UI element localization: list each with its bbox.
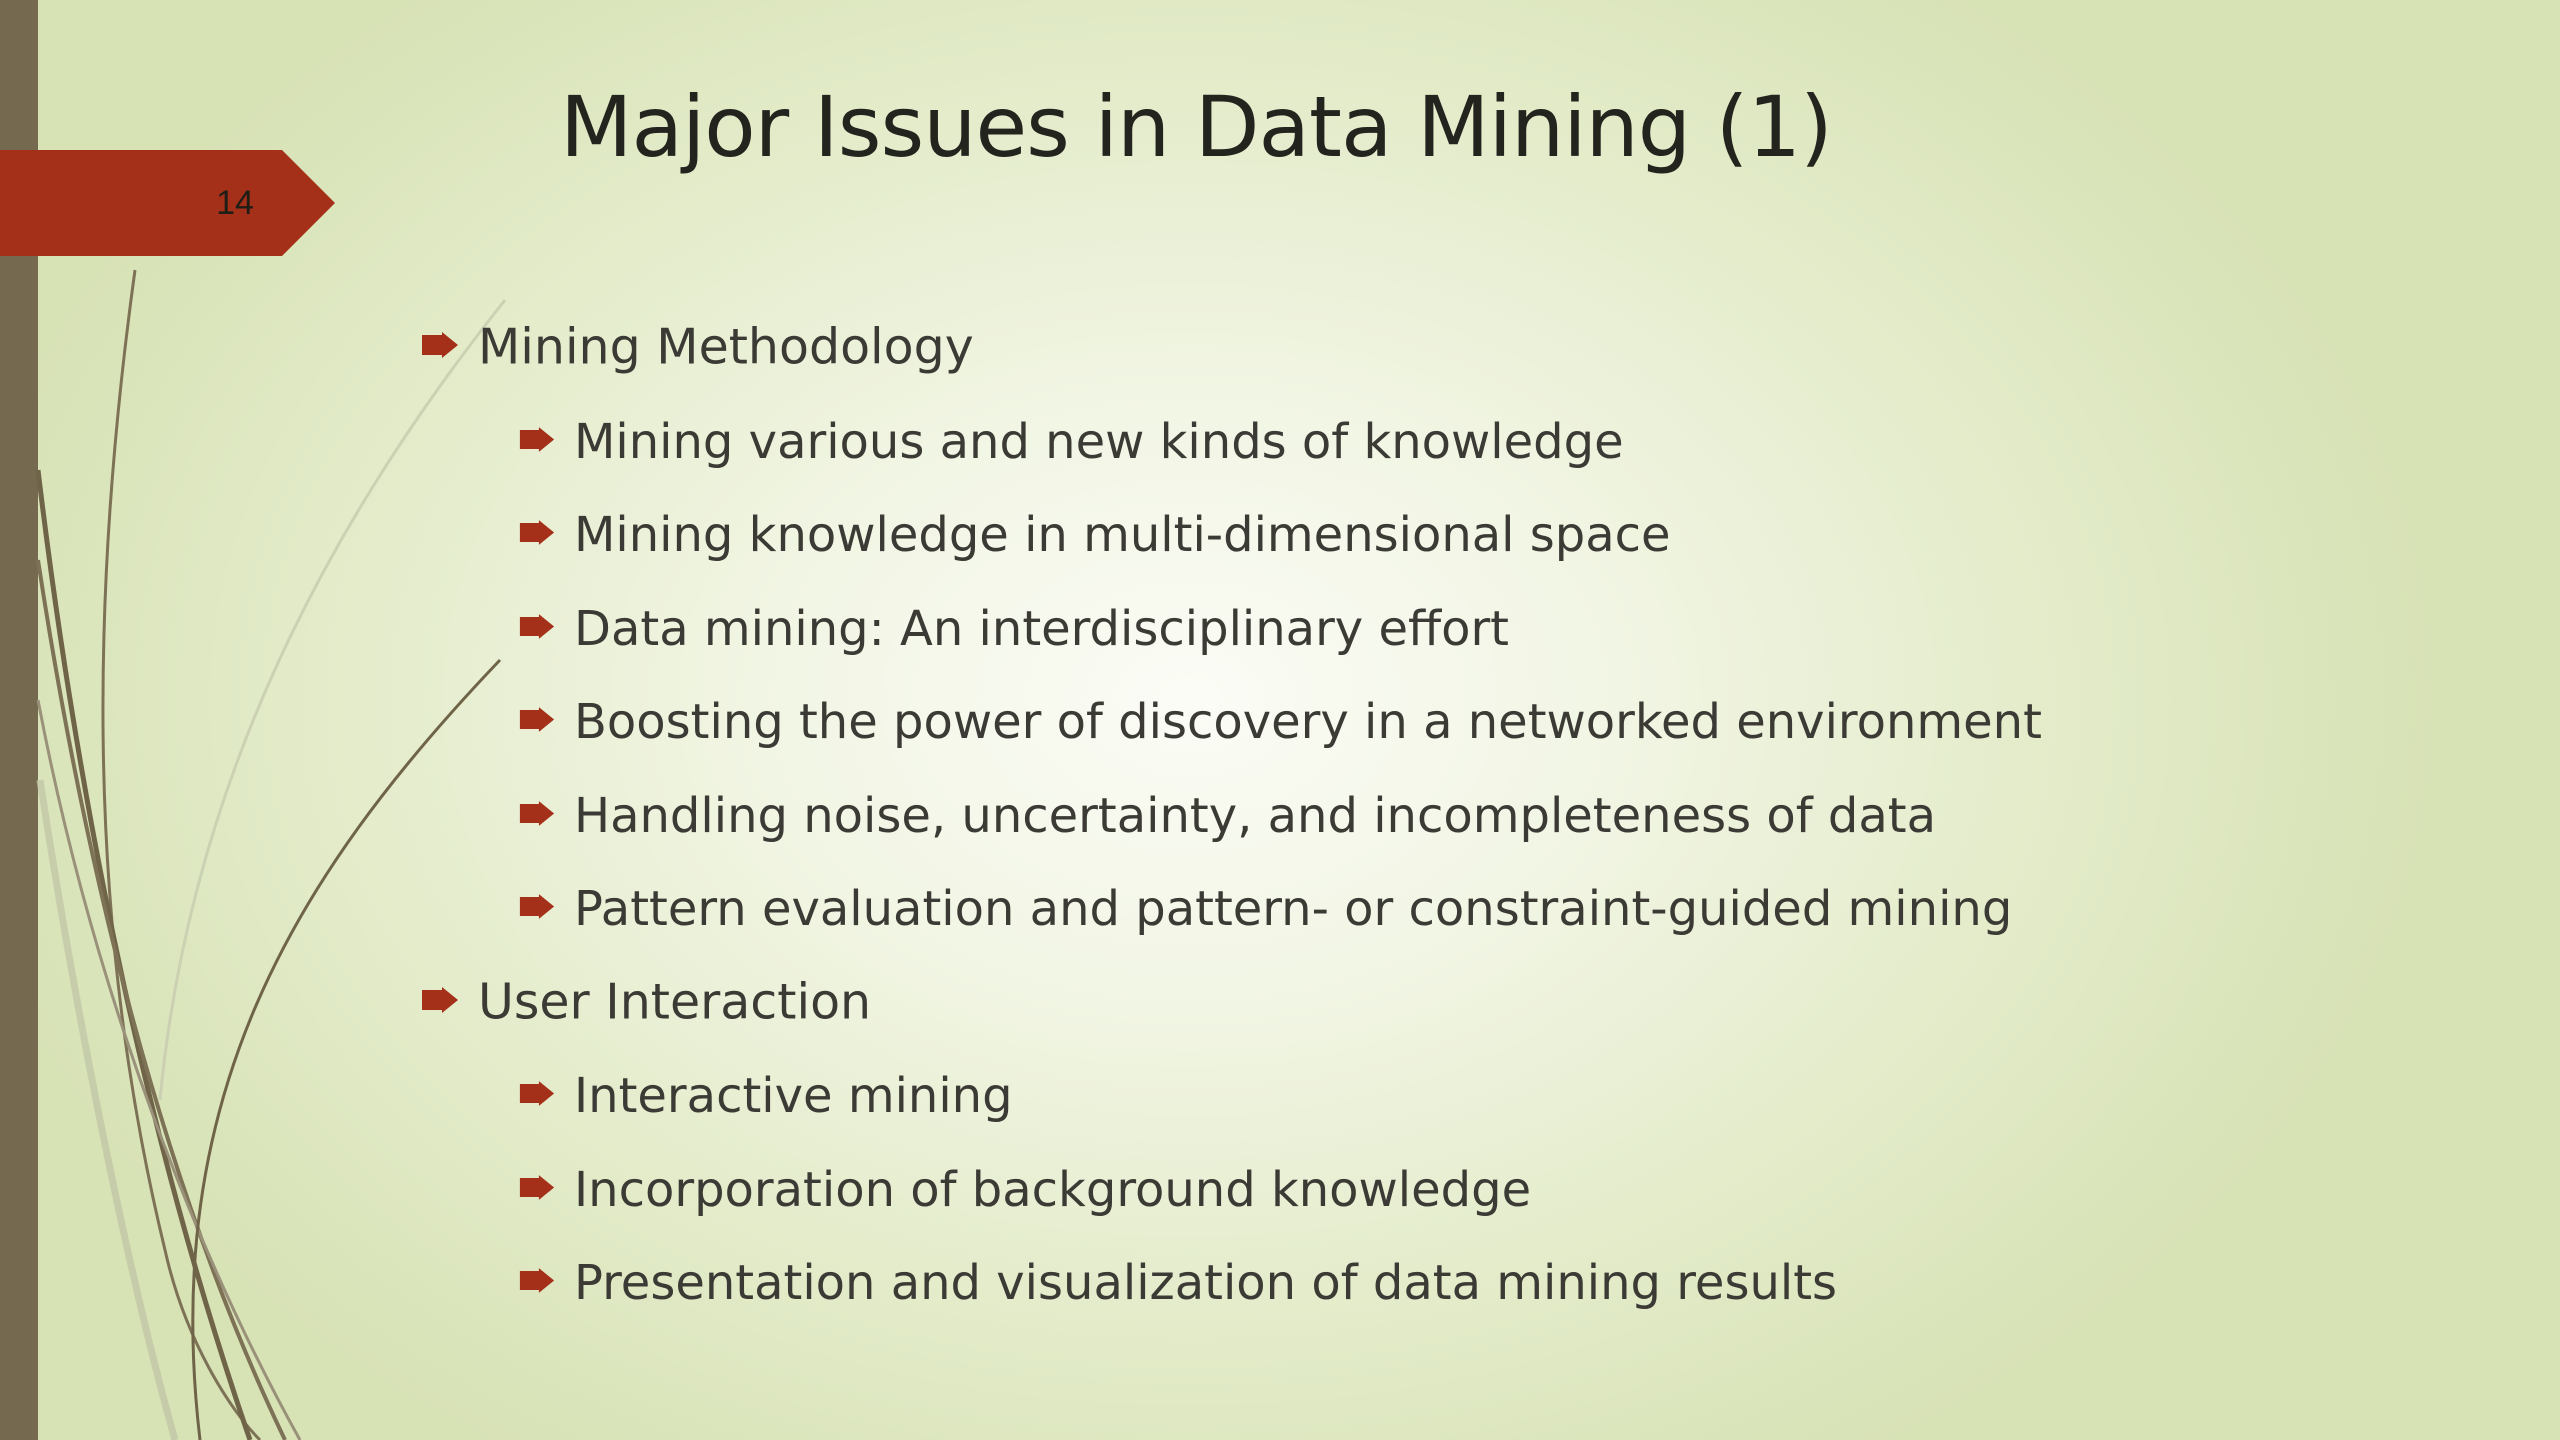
slide-title: Major Issues in Data Mining (1) [560,78,1832,176]
bullet-text: Presentation and visualization of data mining results [574,1255,1838,1311]
bullet-text: Handling noise, uncertainty, and incompleteness of data [574,788,1937,844]
bullet-item-level2 [518,586,1509,666]
bullet-item-level2 [518,1053,1013,1133]
arrow-bullet-icon [518,801,556,826]
bullet-text: Mining knowledge in multi-dimensional space [574,507,1671,563]
bullet-text: Incorporation of background knowledge [574,1162,1532,1218]
bullet-text: User Interaction [478,973,872,1031]
bullet-text: Interactive mining [574,1068,1013,1124]
bullet-item-level2 [518,492,1671,572]
bullet-text: Data mining: An interdisciplinary effort [574,601,1509,657]
arrow-bullet-icon [518,1081,556,1106]
bullet-text: Boosting the power of discovery in a networked environment [574,694,2042,750]
arrow-bullet-icon [420,332,460,358]
arrow-bullet-icon [518,614,556,639]
bullet-text: Mining various and new kinds of knowledge [574,414,1624,470]
bullet-item-level1 [420,960,871,1040]
bullet-item-level2 [518,773,1936,853]
arrow-bullet-icon [518,1175,556,1200]
arrow-bullet-icon [518,427,556,452]
bullet-item-level2 [518,679,2042,759]
arrow-bullet-icon [518,894,556,919]
bullet-item-level2 [518,866,2012,946]
arrow-bullet-icon [518,1268,556,1293]
arrow-bullet-icon [420,987,460,1013]
bullet-item-level2 [518,1147,1531,1227]
slide-number: 14 [216,184,254,222]
bullet-item-level2 [518,399,1624,479]
arrow-bullet-icon [518,707,556,732]
bullet-text: Mining Methodology [478,318,974,376]
bullet-item-level1 [420,305,974,385]
bullet-item-level2 [518,1240,1837,1320]
arrow-bullet-icon [518,520,556,545]
bullet-text: Pattern evaluation and pattern- or constraint-guided mining [574,881,2013,937]
